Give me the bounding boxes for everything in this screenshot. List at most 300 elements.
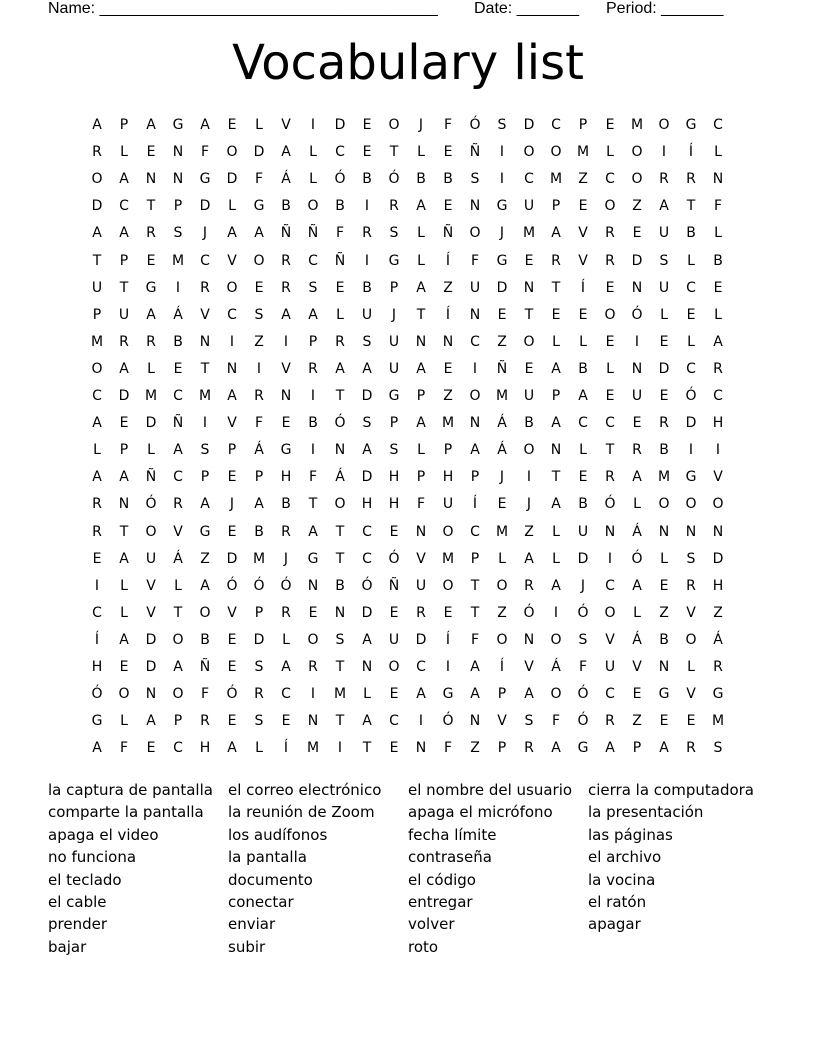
grid-letter: M — [306, 740, 320, 757]
grid-letter: R — [254, 388, 264, 404]
grid-letter: A — [659, 740, 669, 757]
grid-letter: O — [172, 631, 184, 648]
grid-letter: Ó — [145, 496, 157, 513]
grid-letter: R — [713, 659, 723, 675]
grid-letter: M — [171, 252, 185, 269]
grid-letter: N — [172, 171, 184, 188]
grid-letter: Á — [551, 659, 561, 675]
grid-letter: J — [526, 496, 532, 513]
grid-letter: G — [496, 252, 508, 269]
grid-letter: Ó — [631, 550, 643, 567]
grid-letter: A — [551, 577, 561, 594]
grid-letter: M — [549, 171, 563, 188]
grid-letter: B — [200, 631, 210, 648]
grid-letter: V — [713, 469, 723, 486]
word-bank-item: prender — [48, 915, 108, 934]
grid-letter: P — [254, 604, 264, 621]
grid-letter: Í — [688, 144, 694, 161]
grid-letter: D — [145, 659, 157, 675]
grid-letter: E — [632, 686, 642, 703]
grid-letter: Z — [713, 604, 723, 621]
grid-letter: I — [94, 577, 100, 594]
grid-letter: Í — [445, 631, 451, 648]
grid-letter: L — [363, 686, 371, 703]
grid-letter: I — [418, 713, 424, 730]
grid-letter: C — [524, 171, 534, 188]
grid-letter: Í — [445, 252, 451, 269]
grid-letter: V — [578, 225, 588, 242]
grid-letter: B — [416, 171, 426, 188]
grid-letter: D — [577, 550, 589, 567]
grid-letter: R — [146, 225, 156, 242]
grid-letter: T — [470, 577, 480, 594]
grid-letter: L — [552, 523, 560, 540]
grid-letter: Z — [443, 279, 453, 296]
grid-letter: A — [227, 225, 237, 242]
grid-letter: P — [92, 306, 102, 323]
grid-letter: R — [389, 198, 399, 215]
grid-letter: G — [307, 550, 319, 567]
grid-letter: D — [145, 415, 157, 432]
grid-letter: P — [200, 469, 210, 486]
grid-letter: R — [605, 713, 615, 730]
grid-letter: O — [199, 604, 211, 621]
grid-letter: I — [499, 171, 505, 188]
grid-letter: R — [524, 577, 534, 594]
grid-letter: H — [388, 496, 400, 513]
grid-letter: I — [634, 333, 640, 350]
grid-letter: N — [523, 631, 535, 648]
grid-letter: C — [92, 604, 102, 621]
grid-letter: D — [199, 198, 211, 215]
grid-letter: A — [173, 659, 183, 675]
grid-letter: R — [281, 279, 291, 296]
grid-letter: O — [550, 686, 562, 703]
grid-letter: Í — [445, 306, 451, 323]
grid-letter: Á — [713, 631, 723, 648]
grid-letter: P — [308, 333, 318, 350]
grid-letter: E — [497, 306, 507, 323]
grid-letter: E — [605, 279, 615, 296]
grid-letter: V — [227, 415, 237, 432]
grid-letter: E — [524, 360, 534, 377]
grid-letter: R — [632, 442, 642, 459]
grid-letter: S — [578, 631, 588, 648]
grid-letter: E — [443, 144, 453, 161]
grid-letter: N — [361, 659, 373, 675]
grid-letter: R — [605, 252, 615, 269]
grid-letter: E — [389, 686, 399, 703]
grid-letter: J — [391, 306, 397, 323]
word-bank-item: el nombre del usuario — [408, 781, 573, 799]
grid-letter: O — [307, 631, 319, 648]
grid-letter: F — [254, 415, 264, 432]
grid-letter: G — [712, 686, 724, 703]
grid-letter: V — [524, 659, 534, 675]
grid-letter: S — [389, 225, 399, 242]
grid-letter: C — [389, 713, 399, 730]
grid-letter: O — [550, 631, 562, 648]
word-bank-item: el archivo — [588, 848, 662, 867]
grid-letter: Ó — [334, 171, 346, 188]
grid-letter: N — [712, 523, 724, 540]
grid-letter: P — [632, 740, 642, 757]
grid-letter: O — [523, 333, 535, 350]
grid-letter: B — [362, 171, 372, 188]
grid-letter: H — [442, 469, 454, 486]
grid-letter: E — [713, 279, 723, 296]
grid-letter: Ñ — [280, 225, 292, 242]
grid-letter: C — [92, 388, 102, 404]
grid-letter: Z — [632, 198, 642, 215]
grid-letter: U — [523, 198, 535, 215]
grid-letter: Z — [200, 550, 210, 567]
grid-letter: L — [174, 577, 182, 594]
grid-letter: F — [443, 117, 453, 133]
grid-letter: O — [388, 659, 400, 675]
grid-letter: Ñ — [388, 577, 400, 594]
grid-letter: Ó — [577, 604, 589, 621]
grid-letter: T — [335, 550, 345, 567]
grid-letter: S — [308, 279, 318, 296]
word-bank-item: los audífonos — [228, 825, 328, 844]
grid-letter: R — [92, 496, 102, 513]
period-field-label: Period: _______ — [606, 0, 724, 17]
grid-letter: R — [659, 415, 669, 432]
grid-letter: P — [551, 388, 561, 404]
grid-letter: P — [497, 686, 507, 703]
grid-letter: G — [685, 117, 697, 133]
grid-letter: P — [389, 279, 399, 296]
grid-letter: A — [119, 631, 129, 648]
word-bank-column — [48, 779, 213, 958]
grid-letter: E — [578, 306, 588, 323]
grid-letter: M — [495, 523, 509, 540]
grid-letter: P — [578, 117, 588, 133]
grid-letter: Ó — [388, 171, 400, 188]
grid-letter: C — [173, 740, 183, 757]
grid-letter: T — [362, 740, 372, 757]
grid-letter: L — [417, 442, 425, 459]
grid-letter: A — [362, 713, 372, 730]
grid-letter: O — [685, 631, 697, 648]
grid-letter: T — [335, 659, 345, 675]
grid-letter: L — [147, 360, 155, 377]
grid-letter: L — [606, 144, 614, 161]
grid-letter: E — [254, 279, 264, 296]
grid-letter: T — [524, 306, 534, 323]
grid-letter: U — [658, 279, 670, 296]
grid-letter: Ó — [577, 713, 589, 730]
grid-letter: Z — [578, 171, 588, 188]
grid-letter: G — [172, 117, 184, 133]
grid-letter: C — [605, 415, 615, 432]
grid-letter: M — [441, 415, 455, 432]
grid-letter: C — [362, 523, 372, 540]
grid-letter: I — [364, 252, 370, 269]
grid-letter: Ñ — [199, 659, 211, 675]
grid-letter: Á — [497, 442, 507, 459]
grid-letter: Á — [497, 415, 507, 432]
word-bank-item: la presentación — [588, 803, 704, 822]
grid-letter: A — [416, 360, 426, 377]
grid-letter: Ñ — [496, 360, 508, 377]
grid-letter: A — [146, 713, 156, 730]
grid-letter: O — [631, 171, 643, 188]
grid-letter: U — [388, 333, 400, 350]
grid-letter: A — [416, 686, 426, 703]
grid-letter: V — [416, 550, 426, 567]
grid-letter: R — [686, 577, 696, 594]
grid-letter: U — [523, 388, 535, 404]
grid-letter: R — [335, 333, 345, 350]
grid-letter: F — [443, 740, 453, 757]
grid-letter: Z — [497, 604, 507, 621]
grid-letter: L — [255, 740, 263, 757]
grid-letter: E — [362, 117, 372, 133]
grid-letter: D — [226, 550, 238, 567]
grid-letter: C — [281, 686, 291, 703]
grid-letter: A — [119, 225, 129, 242]
word-bank-item: cierra la computadora — [588, 781, 754, 799]
grid-letter: D — [118, 388, 130, 404]
grid-letter: V — [173, 523, 183, 540]
word-bank-item: contraseña — [408, 848, 492, 867]
grid-letter: E — [551, 306, 561, 323]
grid-letter: P — [497, 740, 507, 757]
grid-letter: Z — [497, 333, 507, 350]
grid-letter: I — [256, 360, 262, 377]
grid-letter: I — [310, 442, 316, 459]
grid-letter: B — [308, 415, 318, 432]
grid-letter: R — [605, 225, 615, 242]
grid-letter: A — [146, 306, 156, 323]
grid-letter: R — [146, 333, 156, 350]
word-bank-item: la captura de pantalla — [48, 781, 213, 799]
grid-letter: U — [361, 306, 373, 323]
grid-letter: S — [200, 442, 210, 459]
grid-letter: L — [687, 659, 695, 675]
grid-letter: E — [578, 469, 588, 486]
grid-letter: E — [389, 740, 399, 757]
grid-letter: T — [200, 360, 210, 377]
name-field-label: Name: ______________________________________ — [48, 0, 438, 17]
word-bank-item: el cable — [48, 892, 107, 911]
grid-letter: C — [551, 117, 561, 133]
grid-letter: C — [713, 117, 723, 133]
grid-letter: B — [335, 577, 345, 594]
grid-letter: Á — [335, 469, 345, 486]
grid-letter: E — [146, 144, 156, 161]
grid-letter: T — [308, 496, 318, 513]
grid-letter: S — [254, 713, 264, 730]
grid-letter: S — [335, 631, 345, 648]
grid-letter: R — [92, 144, 102, 161]
grid-letter: E — [524, 252, 534, 269]
grid-letter: L — [714, 144, 722, 161]
grid-letter: I — [715, 442, 721, 459]
grid-letter: D — [631, 252, 643, 269]
grid-letter: L — [120, 577, 128, 594]
grid-letter: I — [526, 469, 532, 486]
grid-letter: Í — [580, 279, 586, 296]
word-bank-item: apaga el video — [48, 825, 159, 844]
grid-letter: E — [335, 279, 345, 296]
grid-letter: U — [604, 659, 616, 675]
grid-letter: A — [551, 360, 561, 377]
grid-letter: P — [254, 469, 264, 486]
grid-letter: N — [631, 360, 643, 377]
grid-letter: O — [307, 198, 319, 215]
grid-letter: E — [686, 306, 696, 323]
grid-letter: D — [415, 631, 427, 648]
grid-letter: U — [415, 577, 427, 594]
grid-letter: A — [416, 198, 426, 215]
grid-letter: U — [631, 388, 643, 404]
grid-letter: N — [226, 360, 238, 377]
grid-letter: E — [119, 415, 129, 432]
grid-letter: Ó — [442, 713, 454, 730]
grid-letter: F — [470, 631, 480, 648]
grid-letter: V — [146, 577, 156, 594]
word-bank-item: el teclado — [48, 870, 122, 889]
grid-letter: E — [443, 198, 453, 215]
grid-letter: B — [362, 279, 372, 296]
grid-letter: R — [686, 740, 696, 757]
grid-letter: R — [416, 604, 426, 621]
grid-letter: N — [334, 442, 346, 459]
word-bank-item: fecha límite — [408, 825, 497, 844]
grid-letter: J — [202, 225, 208, 242]
grid-letter: A — [632, 469, 642, 486]
grid-letter: U — [577, 523, 589, 540]
grid-letter: B — [578, 496, 588, 513]
grid-letter: N — [172, 144, 184, 161]
grid-letter: L — [633, 496, 641, 513]
grid-letter: J — [580, 577, 586, 594]
grid-letter: G — [145, 279, 157, 296]
grid-letter: A — [119, 171, 129, 188]
grid-letter: A — [470, 686, 480, 703]
grid-letter: O — [523, 144, 535, 161]
grid-letter: N — [469, 198, 481, 215]
grid-letter: E — [605, 333, 615, 350]
grid-letter: B — [524, 415, 534, 432]
grid-letter: A — [227, 740, 237, 757]
grid-letter: A — [281, 144, 291, 161]
grid-letter: D — [361, 604, 373, 621]
grid-letter: D — [253, 144, 265, 161]
grid-letter: G — [658, 686, 670, 703]
grid-letter: O — [712, 496, 724, 513]
grid-letter: G — [685, 469, 697, 486]
grid-letter: L — [714, 306, 722, 323]
grid-letter: R — [686, 171, 696, 188]
grid-letter: Ó — [91, 686, 103, 703]
grid-letter: A — [119, 550, 129, 567]
grid-letter: G — [496, 198, 508, 215]
grid-letter: V — [227, 604, 237, 621]
grid-letter: P — [119, 252, 129, 269]
grid-letter: E — [227, 659, 237, 675]
grid-letter: P — [416, 469, 426, 486]
grid-letter: N — [685, 523, 697, 540]
grid-letter: E — [632, 415, 642, 432]
grid-letter: N — [307, 577, 319, 594]
grid-letter: Z — [470, 740, 480, 757]
grid-letter: O — [523, 442, 535, 459]
grid-letter: E — [443, 360, 453, 377]
grid-letter: A — [470, 442, 480, 459]
grid-letter: D — [658, 360, 670, 377]
grid-letter: A — [227, 388, 237, 404]
grid-letter: D — [523, 117, 535, 133]
grid-letter: Ó — [334, 415, 346, 432]
grid-letter: I — [202, 415, 208, 432]
grid-letter: I — [499, 144, 505, 161]
grid-letter: C — [605, 171, 615, 188]
grid-letter: A — [713, 333, 723, 350]
grid-letter: P — [227, 442, 237, 459]
grid-letter: E — [659, 577, 669, 594]
grid-letter: O — [604, 198, 616, 215]
grid-letter: A — [551, 496, 561, 513]
word-bank-item: roto — [408, 937, 439, 956]
grid-letter: D — [91, 198, 103, 215]
grid-letter: A — [92, 415, 102, 432]
grid-letter: V — [686, 604, 696, 621]
grid-letter: Ó — [631, 306, 643, 323]
grid-letter: I — [661, 144, 667, 161]
grid-letter: T — [119, 523, 129, 540]
grid-letter: M — [333, 686, 347, 703]
word-bank-column — [408, 779, 572, 958]
grid-letter: D — [361, 388, 373, 404]
grid-letter: I — [688, 442, 694, 459]
grid-letter: V — [686, 686, 696, 703]
grid-letter: A — [335, 360, 345, 377]
word-bank-item: la pantalla — [228, 848, 307, 867]
grid-letter: T — [146, 198, 156, 215]
grid-letter: O — [604, 604, 616, 621]
grid-letter: M — [441, 550, 455, 567]
word-bank-item: subir — [228, 937, 266, 956]
grid-letter: B — [713, 252, 723, 269]
grid-letter: D — [226, 171, 238, 188]
grid-letter: N — [631, 279, 643, 296]
word-bank-item: las páginas — [588, 825, 673, 844]
grid-letter: B — [173, 333, 183, 350]
grid-letter: A — [551, 225, 561, 242]
grid-letter: O — [226, 144, 238, 161]
grid-letter: O — [631, 144, 643, 161]
grid-letter: C — [605, 686, 615, 703]
grid-letter: I — [229, 333, 235, 350]
grid-letter: L — [255, 117, 263, 133]
grid-letter: C — [200, 252, 210, 269]
grid-letter: E — [605, 117, 615, 133]
grid-letter: S — [470, 171, 480, 188]
grid-letter: B — [254, 523, 264, 540]
grid-letter: C — [173, 388, 183, 404]
grid-letter: P — [470, 550, 480, 567]
grid-letter: S — [659, 252, 669, 269]
grid-letter: S — [686, 550, 696, 567]
grid-letter: G — [388, 252, 400, 269]
grid-letter: A — [173, 442, 183, 459]
page-title: Vocabulary list — [232, 35, 584, 91]
grid-letter: A — [200, 117, 210, 133]
